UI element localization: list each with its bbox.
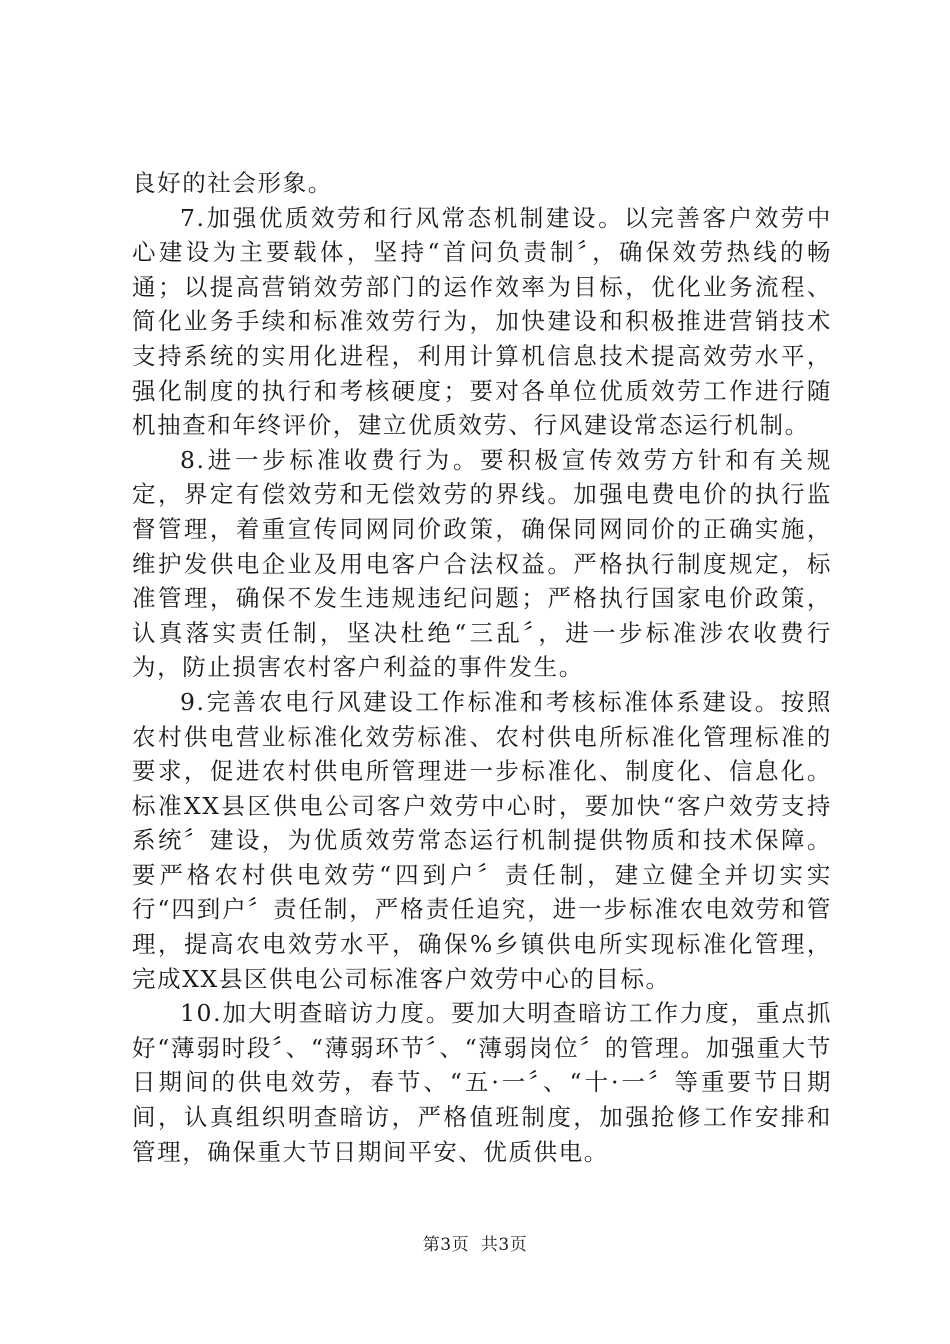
paragraph-item-9: 9.完善农电行风建设工作标准和考核标准体系建设。按照农村供电营业标准化效劳标准、农村供电所标准化管理标准的要求，促进农村供电所管理进一步标准化、制度化、信息化。标准XX县区供电公司客户效劳中心时，要加快“客户效劳支持系统〞建设，为优质效劳常态运行机制提供物质和技术保障。要严格农村供电效劳“四到户〞责任制，建立健全并切实实行“四到户〞责任制，严格责任追究，进一步标准农电效劳和管理，提高农电效劳水平，确保%乡镇供电所实现标准化管理，完成XX县区供电公司标准客户效劳中心的目标。 xyxy=(132,687,832,993)
paragraph-continuation: 良好的社会形象。 xyxy=(132,169,333,197)
document-body xyxy=(132,166,832,1169)
paragraph-item-8: 8.进一步标准收费行为。要积极宣传效劳方针和有关规定，界定有偿效劳和无偿效劳的界线。加强电费电价的执行监督管理，着重宣传同网同价政策，确保同网同价的正确实施，维护发供电企业及用电客户合法权益。严格执行制度规定，标准管理，确保不发生违规违纪问题；严格执行国家电价政策，认真落实责任制，坚决杜绝“三乱〞，进一步标准涉农收费行为，防止损害农村客户利益的事件发生。 xyxy=(132,445,832,682)
paragraph-item-7: 7.加强优质效劳和行风常态机制建设。以完善客户效劳中心建设为主要载体，坚持“首问负责制〞，确保效劳热线的畅通；以提高营销效劳部门的运作效率为目标，优化业务流程、简化业务手续和标准效劳行为，加快建设和积极推进营销技术支持系统的实用化进程，利用计算机信息技术提高效劳水平，强化制度的执行和考核硬度；要对各单位优质效劳工作进行随机抽查和年终评价，建立优质效劳、行风建设常态运行机制。 xyxy=(132,203,832,440)
page-total: 共3页 xyxy=(480,1235,528,1255)
paragraph-item-10: 10.加大明查暗访力度。要加大明查暗访工作力度，重点抓好“薄弱时段〞、“薄弱环节〞、“薄弱岗位〞的管理。加强重大节日期间的供电效劳，春节、“五·一〞、“十·一〞等重要节日期间，认真组织明查暗访，严格值班制度，加强抢修工作安排和管理，确保重大节日期间平安、优质供电。 xyxy=(132,999,832,1166)
page-number: 第3页 xyxy=(422,1235,470,1255)
page-footer xyxy=(0,1234,950,1256)
